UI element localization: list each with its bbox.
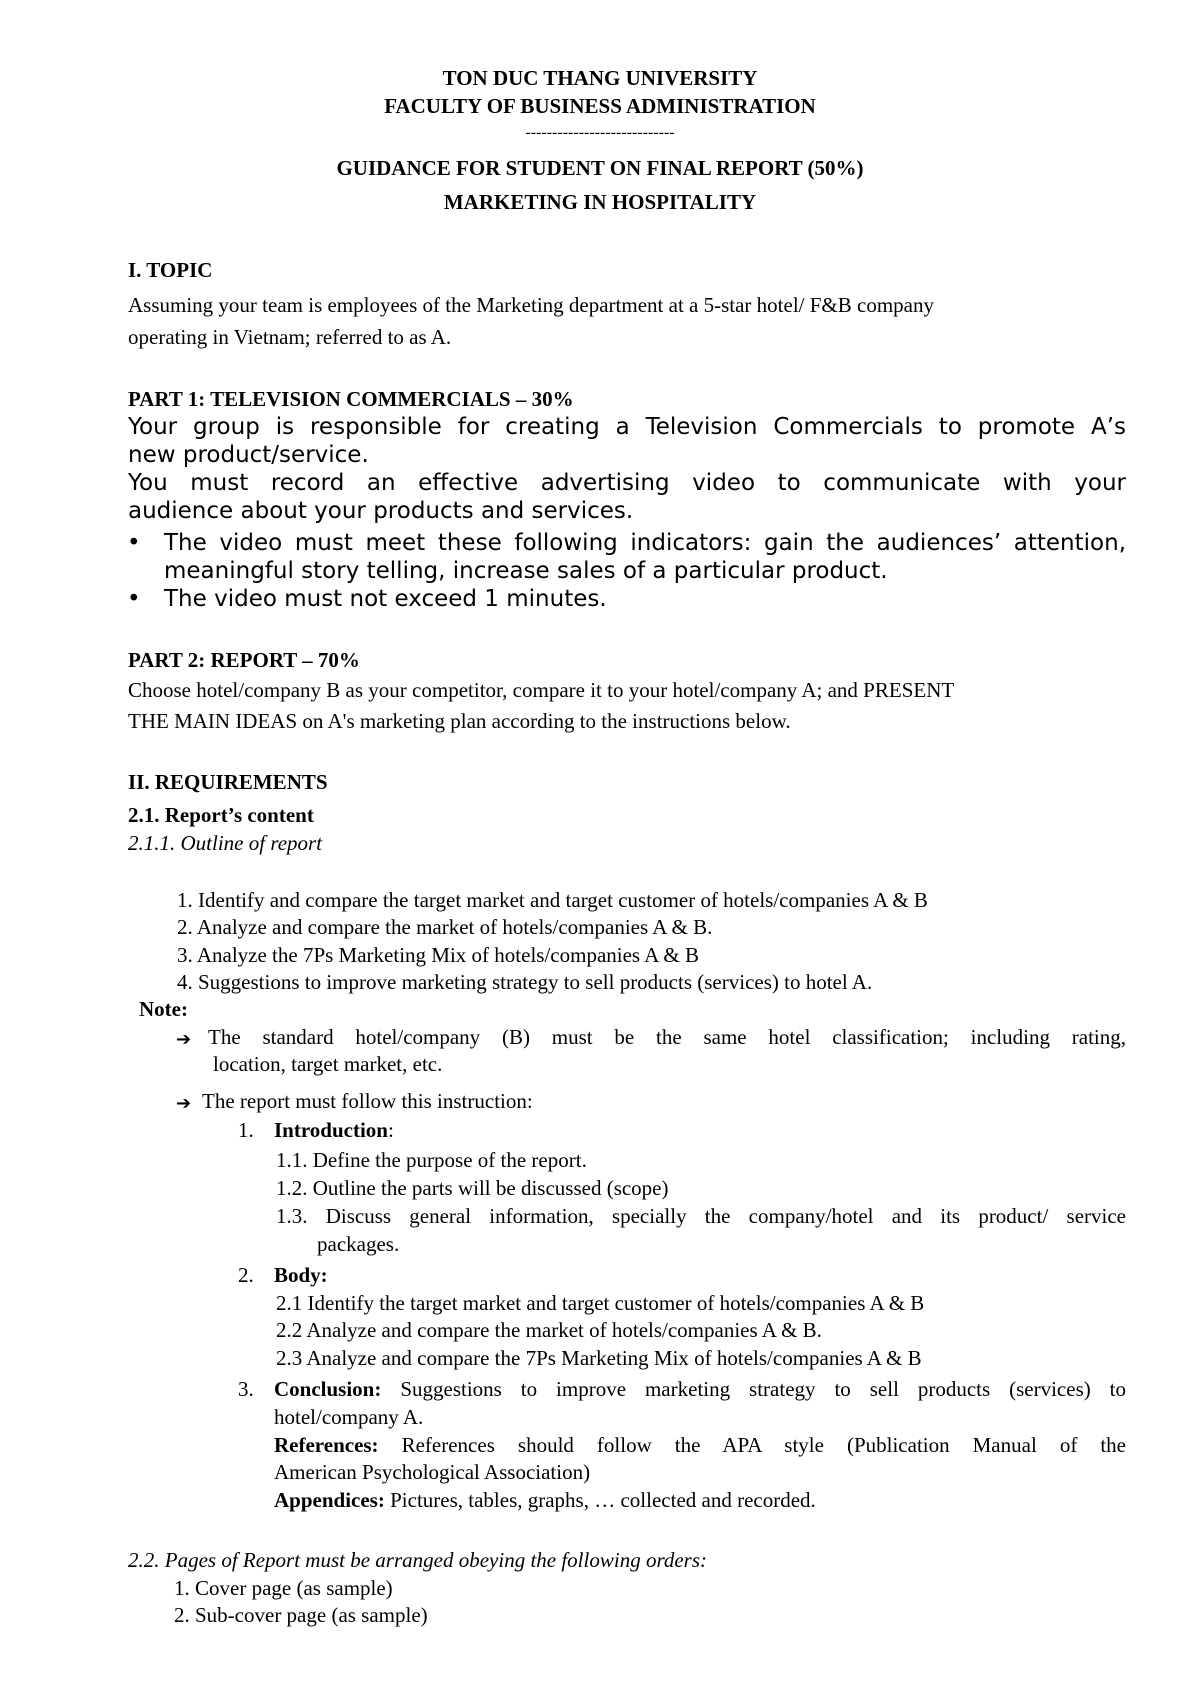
pages-item-1: 1. Cover page (as sample) xyxy=(174,1576,393,1600)
note1-line2: location, target market, etc. xyxy=(213,1052,443,1076)
part1-paragraph1-line2: new product/service. xyxy=(128,442,369,468)
body-heading: Body: xyxy=(274,1263,328,1287)
intro-heading xyxy=(274,1118,394,1143)
arrow-right-icon: ➔ xyxy=(176,1029,192,1050)
intro-item-2: 1.2. Outline the parts will be discussed (scope) xyxy=(276,1176,669,1200)
part1-paragraph2-line1: You must record an effective advertising video to communicate with your xyxy=(128,470,1126,496)
outline-item-1: 1. Identify and compare the target market and target customer of hotels/companies A & B xyxy=(177,888,928,912)
outline-item-2: 2. Analyze and compare the market of hotels/companies A & B. xyxy=(177,915,713,939)
conclusion-text: Suggestions to improve marketing strategy to sell products (services) to xyxy=(400,1377,1127,1401)
intro-number: 1. xyxy=(238,1118,254,1142)
topic-text-line2: operating in Vietnam; referred to as A. xyxy=(128,325,452,349)
bullet-icon: • xyxy=(127,586,141,612)
note1-line1: The standard hotel/company (B) must be the same hotel classification; including rating, xyxy=(208,1025,1126,1049)
note2-text: The report must follow this instruction: xyxy=(202,1089,533,1113)
report-content-heading: 2.1. Report’s content xyxy=(128,803,314,827)
part1-bullet1-line2: meaningful story telling, increase sales of a particular product. xyxy=(164,558,888,584)
intro-item-3-line1: 1.3. Discuss general information, specially the company/hotel and its product/ service xyxy=(276,1204,1126,1228)
intro-colon: : xyxy=(387,1118,394,1142)
part2-text-line2: THE MAIN IDEAS on A's marketing plan according to the instructions below. xyxy=(128,709,791,733)
document-subtitle: MARKETING IN HOSPITALITY xyxy=(443,190,757,214)
body-item-3: 2.3 Analyze and compare the 7Ps Marketing Mix of hotels/companies A & B xyxy=(276,1346,922,1370)
body-item-2: 2.2 Analyze and compare the market of hotels/companies A & B. xyxy=(276,1318,822,1342)
requirements-heading: II. REQUIREMENTS xyxy=(128,770,328,794)
outline-item-3: 3. Analyze the 7Ps Marketing Mix of hotels/companies A & B xyxy=(177,943,700,967)
appendices-text: Pictures, tables, graphs, … collected and recorded. xyxy=(390,1488,816,1512)
body-number: 2. xyxy=(238,1263,254,1287)
document-title: GUIDANCE FOR STUDENT ON FINAL REPORT (50%) xyxy=(336,156,864,180)
arrow-right-icon: ➔ xyxy=(176,1093,192,1114)
faculty-name: FACULTY OF BUSINESS ADMINISTRATION xyxy=(384,94,816,118)
outline-item-4: 4. Suggestions to improve marketing strategy to sell products (services) to hotel A. xyxy=(177,970,873,994)
topic-heading: I. TOPIC xyxy=(128,258,213,282)
intro-item-1: 1.1. Define the purpose of the report. xyxy=(276,1148,587,1172)
part2-heading: PART 2: REPORT – 70% xyxy=(128,648,360,672)
conclusion-number: 3. xyxy=(238,1377,254,1401)
conclusion-line2: hotel/company A. xyxy=(274,1405,424,1429)
conclusion-line1 xyxy=(274,1377,1126,1402)
references-text: References should follow the APA style (Publication Manual of the xyxy=(401,1433,1126,1457)
intro-item-3-line2: packages. xyxy=(317,1232,400,1256)
references-line1 xyxy=(274,1433,1126,1458)
topic-text-line1: Assuming your team is employees of the Marketing department at a 5-star hotel/ F&B company xyxy=(128,293,934,317)
intro-label: Introduction xyxy=(274,1118,388,1142)
conclusion-label: Conclusion: xyxy=(274,1377,382,1401)
bullet-icon: • xyxy=(127,530,141,556)
part1-paragraph2-line2: audience about your products and services. xyxy=(128,498,634,524)
outline-heading: 2.1.1. Outline of report xyxy=(128,831,323,855)
part1-bullet1-line1: The video must meet these following indicators: gain the audiences’ attention, xyxy=(164,530,1126,556)
pages-item-2: 2. Sub-cover page (as sample) xyxy=(174,1603,428,1627)
references-line2: American Psychological Association) xyxy=(274,1460,591,1484)
body-item-1: 2.1 Identify the target market and target customer of hotels/companies A & B xyxy=(276,1291,925,1315)
pages-order-heading: 2.2. Pages of Report must be arranged obeying the following orders: xyxy=(128,1548,707,1572)
university-name: TON DUC THANG UNIVERSITY xyxy=(442,66,758,90)
header-divider: ---------------------------- xyxy=(525,124,675,141)
part1-paragraph1-line1: Your group is responsible for creating a Television Commercials to promote A’s xyxy=(128,414,1126,440)
note-label: Note: xyxy=(139,997,188,1021)
references-label: References: xyxy=(274,1433,379,1457)
part1-heading: PART 1: TELEVISION COMMERCIALS – 30% xyxy=(128,387,574,411)
appendices-label: Appendices: xyxy=(274,1488,385,1512)
appendices-line xyxy=(274,1488,816,1513)
part2-text-line1: Choose hotel/company B as your competitor, compare it to your hotel/company A; and PRESENT xyxy=(128,678,955,702)
part1-bullet2: The video must not exceed 1 minutes. xyxy=(164,586,607,612)
